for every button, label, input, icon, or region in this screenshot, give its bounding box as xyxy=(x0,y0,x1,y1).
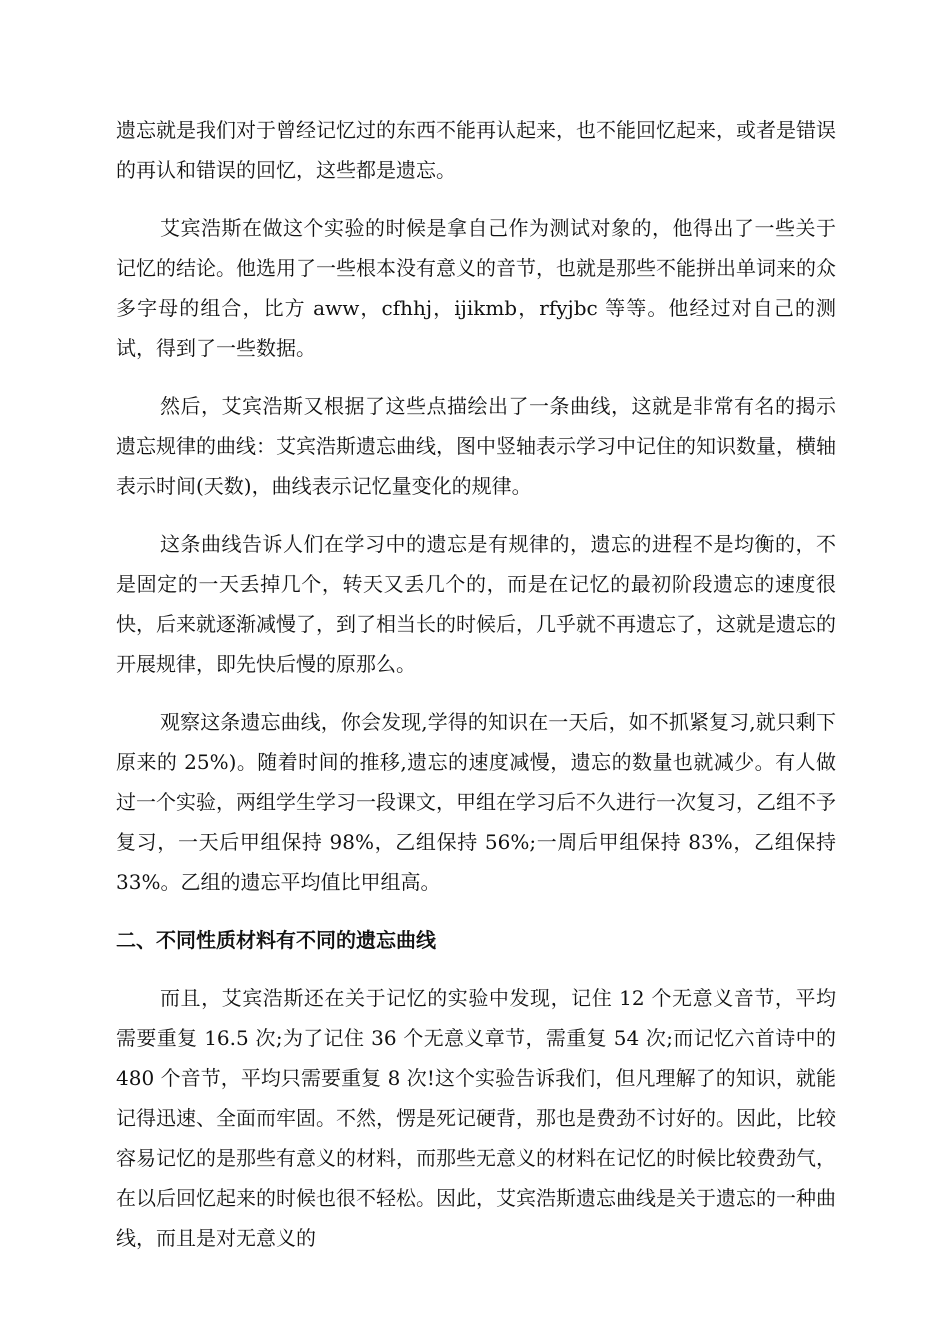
document-body xyxy=(116,110,836,1276)
paragraph-meaningful-material: 而且，艾宾浩斯还在关于记忆的实验中发现，记住 12 个无意义音节，平均需要重复 16.5 次;为了记住 36 个无意义章节，需重复 54 次;而记忆六首诗中的 480 个音节，平均只需要重复 8 次!这个实验告诉我们，但凡理解了的知识，就能记得迅速、全面而牢固。不然，愣是死记硬背，那也是费劲不讨好的。因此，比较容易记忆的是那些有意义的材料，而那些无意义的材料在记忆的时候比较费劲气，在以后回忆起来的时候也很不轻松。因此，艾宾浩斯遗忘曲线是关于遗忘的一种曲线，而且是对无意义的 xyxy=(116,986,836,1250)
paragraph-forgetting-definition: 遗忘就是我们对于曾经记忆过的东西不能再认起来，也不能回忆起来，或者是错误的再认和错误的回忆，这些都是遗忘。 xyxy=(116,118,836,182)
section-heading: 二、不同性质材料有不同的遗忘曲线 xyxy=(116,928,436,952)
paragraph-forgetting-pattern: 这条曲线告诉人们在学习中的遗忘是有规律的，遗忘的进程不是均衡的，不是固定的一天丢掉几个，转天又丢几个的，而是在记忆的最初阶段遗忘的速度很快，后来就逐渐减慢了，到了相当长的时候后，几乎就不再遗忘了，这就是遗忘的开展规律，即先快后慢的原那么。 xyxy=(116,532,836,676)
paragraph-ebbinghaus-experiment: 艾宾浩斯在做这个实验的时候是拿自己作为测试对象的，他得出了一些关于记忆的结论。他选用了一些根本没有意义的音节，也就是那些不能拼出单词来的众多字母的组合，比方 aww，cfhhj，ijikmb，rfyjbc 等等。他经过对自己的测试，得到了一些数据。 xyxy=(116,216,836,360)
paragraph-forgetting-curve: 然后，艾宾浩斯又根据了这些点描绘出了一条曲线，这就是非常有名的揭示遗忘规律的曲线：艾宾浩斯遗忘曲线，图中竖轴表示学习中记住的知识数量，横轴表示时间(天数)，曲线表示记忆量变化的规律。 xyxy=(116,394,836,498)
paragraph-review-experiment: 观察这条遗忘曲线，你会发现,学得的知识在一天后，如不抓紧复习,就只剩下原来的 25%)。随着时间的推移,遗忘的速度减慢，遗忘的数量也就减少。有人做过一个实验，两组学生学习一段课文，甲组在学习后不久进行一次复习，乙组不予复习，一天后甲组保持 98%，乙组保持 56%;一周后甲组保持 83%，乙组保持 33%。乙组的遗忘平均值比甲组高。 xyxy=(116,710,836,894)
